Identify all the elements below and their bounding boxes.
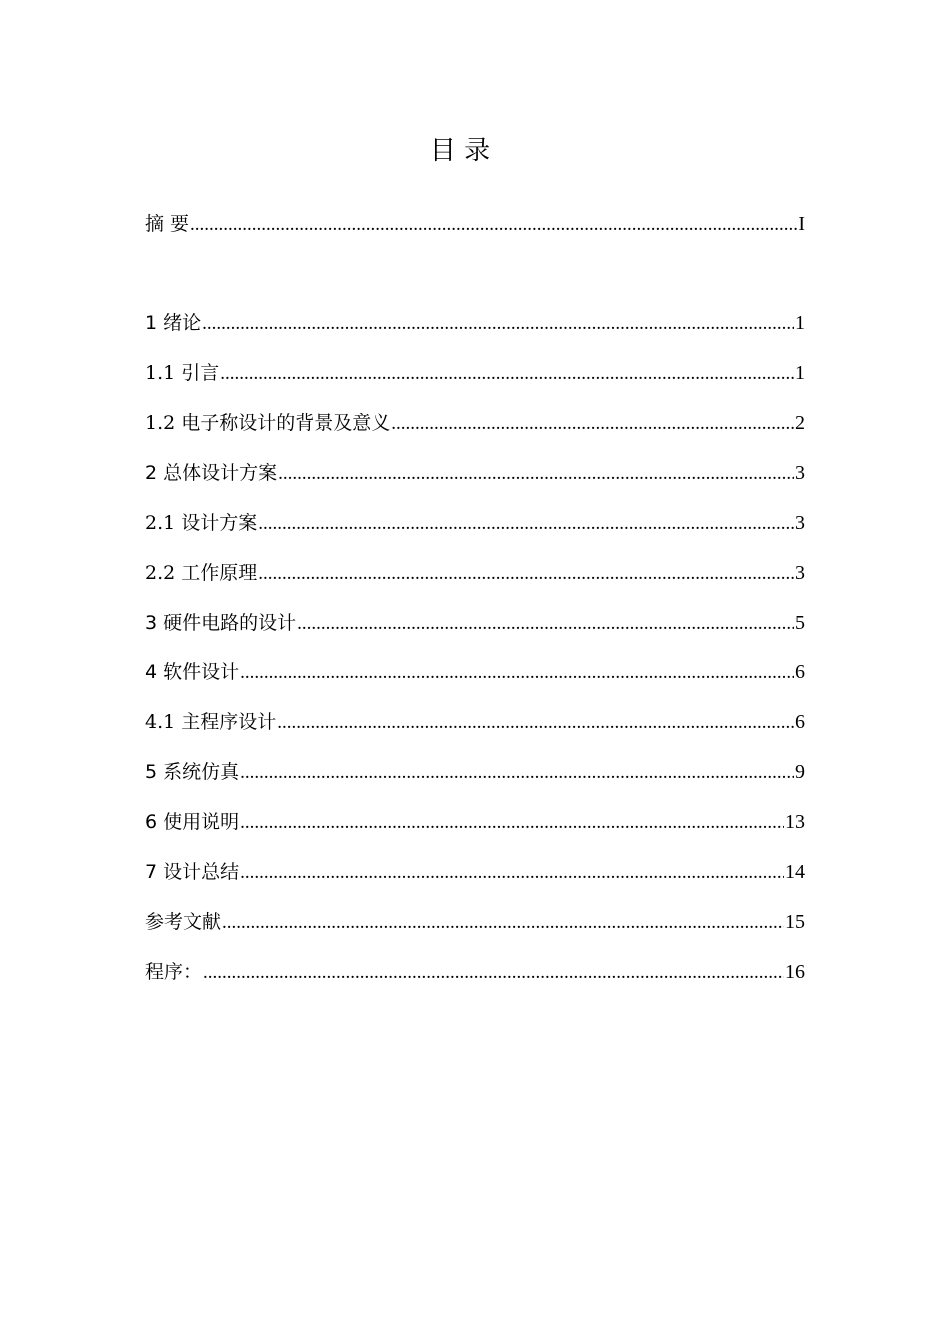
toc-entry-label: 3 硬件电路的设计 — [145, 612, 297, 634]
toc-dot-leader — [297, 609, 794, 639]
toc-dot-leader — [258, 509, 794, 539]
toc-dot-leader — [222, 908, 784, 938]
toc-entry-label: 摘 要 — [145, 213, 190, 235]
toc-entry-label: 1.1 引言 — [145, 362, 220, 384]
toc-page-number: 5 — [795, 612, 805, 634]
toc-dot-leader — [277, 708, 794, 738]
toc-dot-leader — [202, 309, 794, 339]
toc-entry-label: 5 系统仿真 — [145, 761, 240, 783]
toc-page-number: 3 — [795, 462, 805, 484]
toc-entry-chapter-1[interactable] — [145, 308, 805, 338]
toc-entry-chapter-4[interactable] — [145, 657, 805, 687]
toc-entry-label: 2.1 设计方案 — [145, 512, 258, 534]
toc-dot-leader — [240, 808, 784, 838]
toc-entry-chapter-5[interactable] — [145, 757, 805, 787]
toc-entry-label: 2.2 工作原理 — [145, 562, 258, 584]
toc-entry-chapter-6[interactable] — [145, 807, 805, 837]
toc-page-number: 2 — [795, 412, 805, 434]
toc-dot-leader — [203, 958, 784, 988]
toc-entry-section-4-1[interactable] — [145, 707, 805, 737]
toc-entry-chapter-3[interactable] — [145, 608, 805, 638]
toc-entry-section-2-1[interactable] — [145, 508, 805, 538]
toc-dot-leader — [278, 459, 794, 489]
toc-page-number: 13 — [785, 811, 805, 833]
toc-dot-leader — [220, 359, 794, 389]
toc-page-number: 6 — [795, 711, 805, 733]
toc-entry-section-2-2[interactable] — [145, 558, 805, 588]
toc-page-number: 15 — [785, 911, 805, 933]
toc-entry-label: 2 总体设计方案 — [145, 462, 278, 484]
toc-page-number: 14 — [785, 861, 805, 883]
toc-page-number: 3 — [795, 562, 805, 584]
toc-entry-section-1-1[interactable] — [145, 358, 805, 388]
toc-page-number: 16 — [785, 961, 805, 983]
toc-entry-label: 4.1 主程序设计 — [145, 711, 277, 733]
toc-entry-label: 6 使用说明 — [145, 811, 240, 833]
toc-entry-references[interactable] — [145, 907, 805, 937]
toc-entry-label: 1 绪论 — [145, 312, 202, 334]
toc-entry-label: 程序： — [145, 961, 203, 983]
toc-entry-chapter-7[interactable] — [145, 857, 805, 887]
toc-page-number: 1 — [795, 312, 805, 334]
page-title: 目 录 — [429, 136, 491, 166]
toc-page-number: 3 — [795, 512, 805, 534]
toc-dot-leader — [240, 858, 784, 888]
toc-dot-leader — [190, 210, 797, 240]
toc-entry-label: 4 软件设计 — [145, 661, 240, 683]
toc-page-number: 6 — [795, 661, 805, 683]
toc-entry-section-1-2[interactable] — [145, 408, 805, 438]
toc-page-number: 9 — [795, 761, 805, 783]
toc-dot-leader — [240, 758, 794, 788]
toc-entry-label: 7 设计总结 — [145, 861, 240, 883]
toc-dot-leader — [258, 559, 794, 589]
toc-entry-label: 1.2 电子称设计的背景及意义 — [145, 412, 391, 434]
toc-dot-leader — [240, 658, 794, 688]
toc-page-number: I — [798, 213, 805, 235]
toc-entry-label: 参考文献 — [145, 911, 222, 933]
toc-page-number: 1 — [795, 362, 805, 384]
toc-dot-leader — [391, 409, 794, 439]
toc-entry-abstract[interactable] — [145, 209, 805, 239]
toc-entry-program[interactable] — [145, 957, 805, 987]
toc-entry-chapter-2[interactable] — [145, 458, 805, 488]
